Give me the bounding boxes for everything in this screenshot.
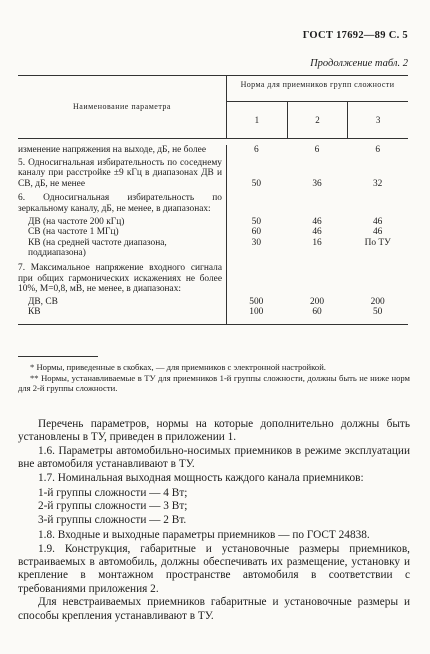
paragraph: Перечень параметров, нормы на которые дополнительно должны быть установлены в ТУ, приведен в приложении 1. xyxy=(18,418,410,444)
group-2-value-cell: 6 xyxy=(314,145,320,155)
group-3-value-cell: 6 xyxy=(375,145,381,155)
paragraph: Для невстраиваемых приемников габаритные и установочные размеры и способы крепления устанавливают в ТУ. xyxy=(18,596,410,622)
group-1-value-cell: 6 xyxy=(253,145,259,155)
paragraph: 1.7. Номинальная выходная мощность каждого канала приемников: xyxy=(38,471,364,484)
paragraph: 1.6. Параметры автомобильно-носимых приемников в режиме эксплуатации вне автомобиля устанавливают в ТУ. xyxy=(18,444,410,471)
body-text xyxy=(18,418,410,623)
group-1-value-cell: 60 xyxy=(251,227,262,238)
group-2-value-cell: 36 xyxy=(312,178,322,189)
table-row xyxy=(18,263,408,295)
parameter-name-cell: 7. Максимальное напряжение входного сигнала при общих гармонических искажениях не более 10%, M=0,8, мВ, не менее, в диапазонах: xyxy=(18,262,222,295)
table-row xyxy=(18,145,408,156)
group-3-value-cell: 32 xyxy=(372,178,383,189)
table-row xyxy=(18,238,408,259)
group-1-value-cell: 100 xyxy=(249,307,264,318)
paragraph: 1.8. Входные и выходные параметры приемников — по ГОСТ 24838. xyxy=(38,529,370,542)
table-footnotes xyxy=(18,362,410,394)
parameter-name-cell: ДВ (на частоте 200 кГц) xyxy=(28,216,125,227)
table-continuation-label: Продолжение табл. 2 xyxy=(310,58,408,69)
parameter-name-cell: КВ xyxy=(28,307,41,318)
column-header-group-1: 1 xyxy=(254,115,260,125)
parameter-name-cell: КВ (на средней частоте диапазона, поддиапазона) xyxy=(28,237,167,259)
group-3-value-cell: По ТУ xyxy=(364,237,391,248)
paragraph: 1.9. Конструкция, габаритные и установочные размеры приемников, встраиваемых в автомобиль, должны обеспечивать их размещение, установку и крепление в монтажном пространстве автомобиля в соответствии с требованиями приложения 2. xyxy=(18,542,410,595)
parameters-table xyxy=(18,75,408,325)
table-header xyxy=(18,76,408,139)
group-3-value-cell: 46 xyxy=(372,227,383,238)
column-header-group-3: 3 xyxy=(347,102,408,138)
group-3-value-cell: 46 xyxy=(372,216,383,227)
page-header: ГОСТ 17692—89 С. 5 xyxy=(302,30,408,41)
table-row xyxy=(18,227,408,238)
group-2-value-cell: 60 xyxy=(312,307,322,318)
group-2-value-cell: 16 xyxy=(312,237,322,248)
group-2-value-cell: 46 xyxy=(312,216,322,227)
column-header-parameter: Наименование параметра xyxy=(73,101,171,111)
footnote-2: ** Нормы, устанавливаемые в ТУ для приемников 1-й группы сложности, должны быть не ниже норм для 2-й группы сложности. xyxy=(18,372,410,393)
table-body xyxy=(18,145,408,324)
table-row xyxy=(18,158,408,190)
list-item: 1-й группы сложности — 4 Вт; xyxy=(38,487,188,500)
table-row xyxy=(18,307,408,318)
groups-header-title: Норма для приемников групп сложности xyxy=(227,76,408,102)
group-1-value-cell: 30 xyxy=(251,237,262,248)
list-item: 2-й группы сложности — 3 Вт; xyxy=(38,500,188,513)
parameter-name-cell: 5. Односигнальная избирательность по соседнему каналу при расстройке ±9 кГц в диапазонах ДВ и СВ, дБ, не менее xyxy=(18,157,222,189)
group-2-value-cell: 46 xyxy=(312,227,322,238)
table-row xyxy=(18,297,408,308)
table-row xyxy=(18,193,408,214)
parameter-name-cell: изменение напряжения на выходе, дБ, не более xyxy=(18,145,206,155)
list-item: 3-й группы сложности — 2 Вт. xyxy=(38,513,187,526)
parameter-name-cell: СВ (на частоте 1 МГц) xyxy=(28,227,119,238)
group-3-value-cell: 200 xyxy=(370,296,385,307)
group-1-value-cell: 500 xyxy=(249,296,264,307)
groups-header xyxy=(226,76,408,138)
group-3-value-cell: 50 xyxy=(372,307,383,318)
group-1-value-cell: 50 xyxy=(251,178,262,189)
group-1-value-cell: 50 xyxy=(251,216,262,227)
parameter-name-cell: ДВ, СВ xyxy=(28,296,58,307)
footnote-1: * Нормы, приведенные в скобках, — для приемников с электронной настройкой. xyxy=(30,362,326,372)
parameter-name-cell: 6. Односигнальная избирательность по зеркальному каналу, дБ, не менее, в диапазонах: xyxy=(18,193,222,214)
group-2-value-cell: 200 xyxy=(309,296,325,307)
column-header-group-2: 2 xyxy=(287,102,348,138)
table-row xyxy=(18,217,408,228)
